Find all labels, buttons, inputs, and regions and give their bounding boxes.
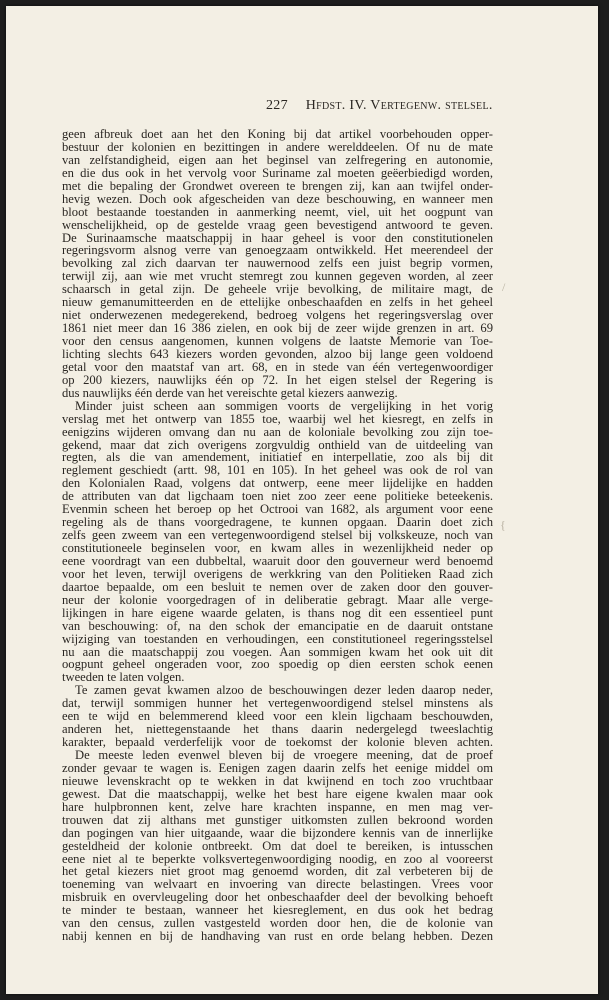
text-line: het getal kiezers niet groot mag genoemd worden, dit zal verbeteren bij de [62,864,493,879]
text-line: hare hulpbronnen kent, zelve hare krachten inspanne, en men mag ver- [62,799,493,814]
text-line: trouwen dat zij althans met gunstiger uitkomsten zullen bekroond worden [62,812,493,827]
text-line: Te zamen gevat kwamen alzoo de beschouwingen dezer leden daarop neder, [75,683,493,698]
text-line: nabij kennen en bij de handhaving van rust en orde belang hebben. Dezen [62,929,493,944]
text-line: anderen het, niettegenstaande het thans daarin nedergelegd tweeslachtig [62,722,493,737]
text-line: voor het leven, terwijl overigens de werkkring van den Politieken Raad zich [62,566,493,581]
text-line: regten, als die van amendement, initiatief en interpellatie, zoo als bij dit [62,450,493,465]
text-line: eene voordragt van een dubbeltal, waaruit door den gouverneur werd benoemd [62,553,493,568]
text-line: dus nauwlijks één derde van het vereischte getal kiezers aanwezig. [62,385,398,400]
text-line: eenigzins wijderen omvang dan nu aan de koloniale bevolking zou zijn toe- [62,424,493,439]
text-line: regeling als de thans voorgedragene, te kunnen opgaan. Daarin doet zich [62,515,493,530]
text-line: reglement geschiedt (artt. 98, 101 en 105). In het geheel was ook de rol van [62,463,493,478]
text-line: van zelfstandigheid, eigen aan het beginsel van zelfregering en autonomie, [62,152,493,167]
text-line: bestuur der kolonien en bezittingen in andere werelddeelen. Of nu de mate [62,139,493,154]
text-line: bevolking zal zich daarvan ter nauwernood zelfs een juist begrip vormen, [62,256,493,271]
text-line: verslag met het ontwerp van 1855 toe, waarbij wel het kiesregt, en zelfs in [62,411,493,426]
text-line: den Kolonialen Raad, volgens dat ontwerp, eene meer lijdelijke en hadden [62,476,493,491]
text-line: zonder gevaar te wagen is. Eenigen zagen daarin zelfs het eenige middel om [62,760,493,775]
text-line: bloot bestaande toestanden in aanmerking neemt, viel, uit het oogpunt van [62,204,493,219]
text-line: geen afbreuk doet aan het den Koning bij dat artikel voorbehouden opper- [62,127,493,141]
text-line: getal voor den maatstaf van art. 68, en in stede van één vertegenwoordiger [62,359,493,374]
text-line: gewest. Dat die maatschappij, welke het best hare eigene kwalen maar ook [62,786,493,801]
margin-pencil-mark: { [500,518,506,532]
text-line: regeringsvorm alsnog verre van genoegzaam ontwikkeld. Het meerendeel der [62,243,493,258]
page-number: 227 [266,98,288,113]
text-line: van den census, zullen vastgesteld worden door hen, die de kolonie van [62,916,493,931]
text-line: nieuw gemanumitteerden en de ettelijke onbeschaafden en zelfs in het geheel [62,295,493,310]
text-line: wenschelijkheid, op de gestelde vraag geen bevestigend antwoord te geven. [62,217,493,232]
text-line: zelfs geen zweem van een vertegenwoordigend stelsel bij volkskeuze, noch van [62,528,493,543]
text-line: op 200 kiezers, nauwlijks één op 72. In het eigen stelsel der Regering is [62,372,493,387]
text-line: gesteldheid der kolonie ontbreekt. Om dat doel te bereiken, is intusschen [62,838,493,853]
running-head-title: Hfdst. IV. Vertegenw. stelsel. [305,98,493,113]
text-line: lichting slechts 643 kiezers worden gevonden, alzoo bij lange geen voldoend [62,346,493,361]
text-line: constitutioneele beginselen voor, en kwam alles in wezenlijkheid neder op [62,541,493,555]
text-line: tweeden te laten volgen. [62,670,185,685]
text-line: Minder juist scheen aan sommigen voorts de vergelijking in het vorig [75,398,493,413]
text-line: daartoe bepaalde, om een besluit te nemen over de zaken door den gouver- [62,579,493,594]
text-line: nu aan die maatschappij zou voegen. Aan sommigen kwam het ook uit dit [62,644,493,659]
margin-pencil-mark: / [502,280,506,294]
book-page [6,6,598,994]
text-line: misbruik en overvleugeling door het onbeschaafder deel der bevolking behoeft [62,890,493,905]
text-line: 1861 niet meer dan 16 386 zielen, en ook bij de zeer wijde grenzen in art. 69 [62,321,493,336]
text-line: karakter, bepaald verderfelijk voor de toekomst der kolonie bleven achten. [62,735,493,750]
running-header [266,98,493,114]
text-line: hevig wezen. Doch ook afgescheiden van deze beschouwing, en wanneer men [62,191,493,206]
text-line: toeneming van welvaart en invoering van directe belastingen. Vrees voor [62,877,493,892]
text-line: dan pogingen van hier uitgaande, waar die bijzondere kennis van de innerlijke [62,825,493,840]
text-line: voor den census aangenomen, kunnen volgens de laatste Memorie van Toe- [62,334,493,348]
text-line: neur der kolonie voorgedragen of in deliberatie gebragt. Maar alle verge- [62,592,493,607]
text-line: gekend, maar dat zich overigens zorgvuldig onthield van de uitdeeling van [62,437,493,452]
text-line: wijziging van toestanden en verhoudingen, een constitutioneel regeringsstelsel [62,631,493,646]
body-text [62,128,493,943]
text-line: de attributen van dat ligchaam toen niet zoo zeer eene politieke beteekenis. [62,489,493,504]
text-line: eene niet al te beperkte volksvertegenwoordiging noodig, en zoo al vooreerst [62,851,493,866]
text-line: De meeste leden evenwel bleven bij de vroegere meening, dat de proef [75,748,493,762]
text-line: terwijl zij, aan wie met vrucht stemregt zou kunnen gegeven worden, al zeer [62,269,493,284]
text-line: De Surinaamsche maatschappij in haar geheel is voor den constitutionelen [62,230,493,245]
text-line: oogpunt geheel ongeraden voor, zoo spoedig op dien eersten schok eenen [62,657,493,672]
text-line: te minder te bestaan, wanneer het kiesreglement, en dus ook het bedrag [62,903,493,918]
text-line: van beschouwing: of, na den schok der emancipatie en de daaruit ontstane [62,618,493,633]
text-line: schaarsch in getal zijn. De geheele vrije bevolking, de militaire magt, de [62,282,493,297]
text-line: met die bepaling der Grondwet overeen te brengen zij, kan aan twijfel onder- [62,178,493,193]
text-line: een te wijd en belemmerend kleed voor een klein ligchaam beschouwden, [62,709,493,724]
text-line: en die dus ook in het vervolg voor Suriname zal moeten geëerbiedigd worden, [62,165,493,180]
text-line: Evenmin scheen het beroep op het Octrooi van 1682, als argument voor eene [62,502,493,517]
text-line: nieuwe levenskracht op te wekken in dat kwijnend en toch zoo vruchtbaar [62,773,493,788]
text-line: dat, terwijl sommigen hunner het vertegenwoordigend stelsel minstens als [62,696,493,711]
text-line: lijkingen in hare eigene waarde gelaten, is thans nog dit een essentieel punt [62,605,493,620]
text-line: niet onderwezenen medegerekend, bedroeg volgens het regeringsverslag over [62,308,493,323]
